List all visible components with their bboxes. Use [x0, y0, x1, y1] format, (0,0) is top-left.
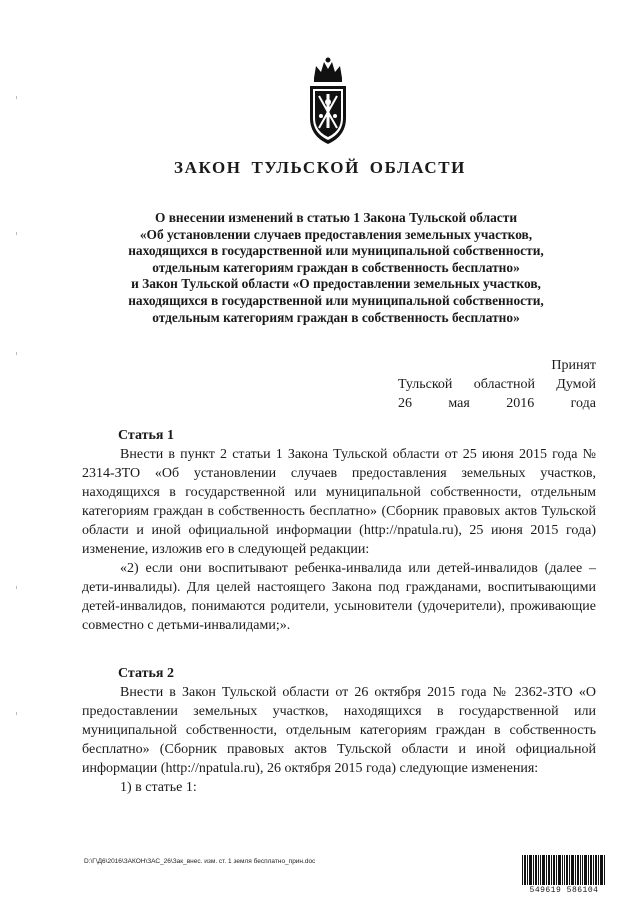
subtitle-line: отдельным категориям граждан в собственность бесплатно»: [152, 259, 520, 275]
scan-mark: [16, 232, 17, 235]
accepted-word: областной: [473, 377, 535, 392]
article-1-paragraph: «2) если они воспитывают ребенка-инвалида или детей-инвалидов (далее – дети-инвалиды). Для целей настоящего Закона под гражданами, воспитывающими детей-инвалидов, понимаются родители, усыновители (удочерители), проживающие совместно с детьми-инвалидами;».: [82, 561, 596, 633]
scan-mark: [16, 586, 17, 589]
accepted-date: [398, 394, 596, 413]
date-day: 26: [398, 396, 412, 411]
scan-mark: [16, 96, 17, 99]
scan-mark: [16, 712, 17, 715]
article-2-paragraph: Внести в Закон Тульской области от 26 октября 2015 года № 2362-ЗТО «О предоставлении земельных участков, находящихся в государственной или муниципальной собственности, отдельным категориям граждан в собственность бесплатно» (Сборник правовых актов Тульской области и иной официальной информации (http://npatula.ru), 26 октября 2015 года) следующие изменения:: [82, 685, 596, 776]
article-2-heading: Статья 2: [118, 666, 174, 681]
article-1-body: [82, 445, 596, 635]
date-month: мая: [448, 396, 470, 411]
file-path: D:\Г\Д6\2016\ЗАКОН\ЗАС_26\Зак_внес. изм. ст. 1 земля бесплатно_прин.doc: [84, 858, 316, 865]
law-subtitle: [96, 210, 576, 326]
subtitle-line: О внесении изменений в статью 1 Закона Тульской области: [154, 210, 518, 225]
article-1-paragraph: Внести в пункт 2 статьи 1 Закона Тульской области от 25 июня 2015 года № 2314-ЗТО «Об установлении случаев предоставления земельных участков, находящихся в государственной или муниципальной собственности, отдельным категориям граждан в собственность бесплатно» (Сборник правовых актов Тульской области и иной официальной информации (http://npatula.ru), 25 июня 2015 года) изменение, изложив его в следующей редакции:: [82, 447, 596, 557]
article-1-heading: Статья 1: [118, 428, 174, 443]
subtitle-line: и Закон Тульской области «О предоставлении земельных участков,: [131, 276, 541, 292]
law-title: ЗАКОН ТУЛЬСКОЙ ОБЛАСТИ: [174, 158, 466, 177]
accepted-word: Думой: [556, 377, 596, 392]
coat-of-arms-icon: [304, 56, 352, 148]
article-2-item: 1) в статье 1:: [120, 780, 197, 795]
date-suffix: года: [570, 396, 596, 411]
accepted-word: Тульской: [398, 377, 453, 392]
subtitle-line: отдельным категориям граждан в собственность бесплатно»: [152, 309, 520, 325]
scan-mark: [16, 352, 17, 355]
subtitle-line: находящихся в государственной или муниципальной собственности,: [128, 292, 544, 308]
accepted-label: Принят: [551, 358, 596, 373]
subtitle-line: находящихся в государственной или муниципальной собственности,: [128, 243, 544, 259]
article-2-body: [82, 683, 596, 797]
date-year: 2016: [506, 396, 535, 411]
barcode-number: 549619 586104: [522, 886, 606, 895]
subtitle-line: «Об установлении случаев предоставления земельных участков,: [139, 226, 533, 242]
accepted-by-duma: [398, 375, 596, 394]
